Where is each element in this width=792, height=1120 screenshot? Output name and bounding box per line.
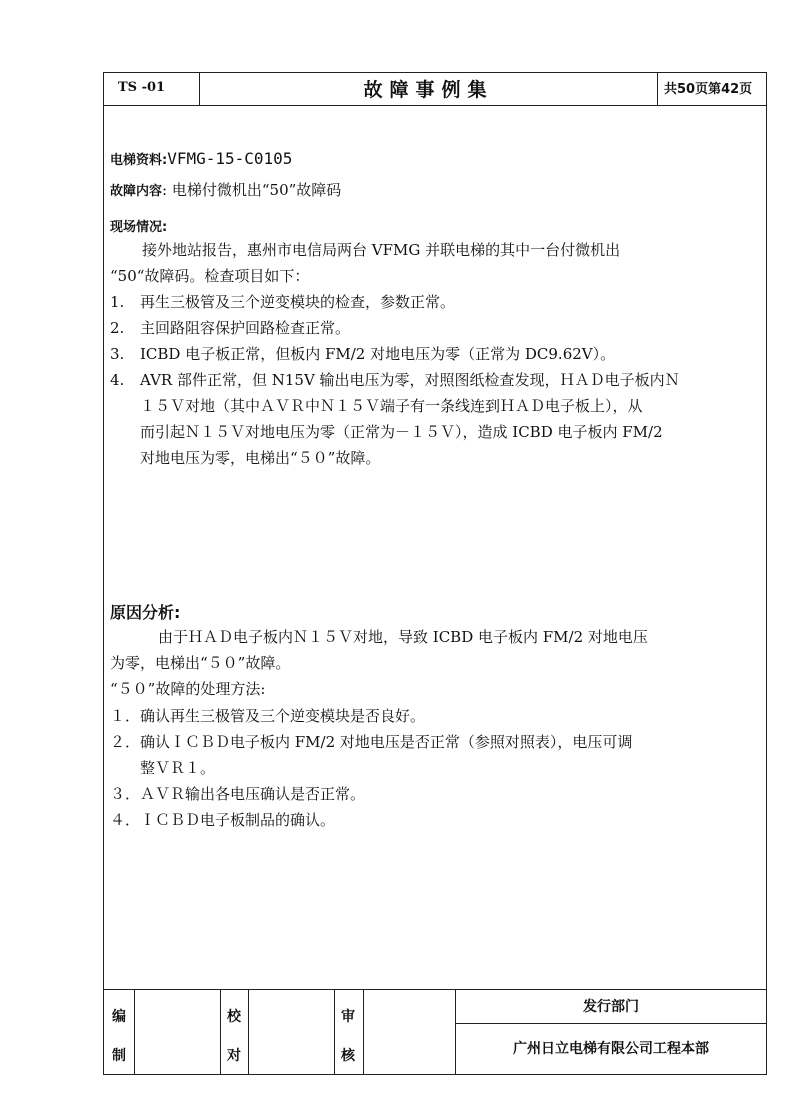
fault-line [110, 177, 341, 205]
fault-colon: : [162, 181, 168, 199]
item-number: 2. [110, 319, 125, 337]
list-item [110, 289, 760, 315]
item-text: 确认再生三极管及三个逆变模块是否良好。 [140, 707, 426, 725]
situation-intro [110, 237, 620, 289]
situation-label: 现场情况: [110, 220, 168, 235]
situation-intro-line: 接外地站报告，惠州市电信局两台 VFMG 并联电梯的其中一台付微机出 [142, 241, 621, 259]
edit-label-bottom: 制 [112, 1048, 126, 1064]
list-item [110, 315, 760, 341]
method-title: “５０”故障的处理方法: [110, 680, 266, 698]
edit-label-cell [104, 990, 135, 1075]
item-number: １． [110, 707, 141, 725]
doc-title: 故障事例集 [200, 73, 658, 105]
item-number: 4. [110, 371, 125, 389]
elevator-model: VFMG-15-C0105 [167, 149, 293, 168]
item-number: ２． [110, 733, 141, 751]
item-text: 再生三极管及三个逆变模块的检查，参数正常。 [140, 293, 456, 311]
list-item [110, 807, 760, 833]
elevator-label: 电梯资料: [110, 153, 168, 168]
fault-label: 故障内容 [110, 184, 163, 199]
checker-signature-cell [249, 990, 335, 1075]
fault-text: 电梯付微机出“50”故障码 [171, 181, 342, 199]
signature-row [104, 989, 766, 1075]
item-text: １５Ｖ对地（其中ＡＶＲ中Ｎ１５Ｖ端子有一条线连到ＨＡＤ电子板上），从 [140, 397, 643, 415]
situation-intro-line: “50“故障码。检查项目如下： [110, 267, 310, 285]
review-label-bottom: 核 [341, 1048, 355, 1064]
page-info: 共50页第42页 [664, 82, 753, 97]
analysis-line: 为零，电梯出“５０”故障。 [110, 654, 291, 672]
header-row [104, 73, 766, 106]
list-item [110, 781, 760, 807]
item-number: ４． [110, 811, 141, 829]
content-area [104, 105, 766, 989]
list-item [110, 703, 760, 729]
analysis-label: 原因分析: [110, 603, 181, 622]
review-label-cell [335, 990, 364, 1075]
edit-label-top: 编 [112, 1009, 126, 1025]
item-number: ３． [110, 785, 141, 803]
check-label-bottom: 对 [227, 1048, 241, 1064]
item-text: ICBD 电子板正常，但板内 FM/2 对地电压为零（正常为 DC9.62V）。 [140, 345, 616, 363]
analysis-heading [110, 599, 180, 627]
list-item [110, 367, 760, 471]
item-number: 3. [110, 345, 125, 363]
item-text: ＩＣＢＤ电子板制品的确认。 [140, 811, 336, 829]
issuer-label: 发行部门 [456, 990, 766, 1024]
item-text: ＡＶＲ输出各电压确认是否正常。 [140, 785, 366, 803]
item-text: 整ＶＲ１。 [140, 759, 216, 777]
item-text: 而引起Ｎ１５Ｖ对地电压为零（正常为－１５Ｖ），造成 ICBD 电子板内 FM/2 [140, 423, 663, 441]
item-text: AVR 部件正常，但 N15V 输出电压为零，对照图纸检查发现，ＨＡＤ电子板内Ｎ [140, 371, 680, 389]
document-frame [103, 72, 767, 1075]
list-item [110, 729, 760, 781]
doc-code: TS -01 [104, 73, 200, 105]
list-item [110, 341, 760, 367]
issuer-name: 广州日立电梯有限公司工程本部 [513, 1041, 709, 1057]
analysis-paragraph [110, 624, 648, 702]
item-text: 主回路阻容保护回路检查正常。 [140, 319, 351, 337]
editor-signature-cell [135, 990, 221, 1075]
check-label-cell [221, 990, 249, 1075]
review-label-top: 审 [341, 1009, 355, 1025]
elevator-info-line [110, 145, 292, 174]
item-number: 1. [110, 293, 125, 311]
item-text: 对地电压为零，电梯出“５０”故障。 [140, 449, 381, 467]
item-text: 确认ＩＣＢＤ电子板内 FM/2 对地电压是否正常（参照对照表），电压可调 [140, 733, 633, 751]
check-label-top: 校 [227, 1009, 241, 1025]
reviewer-signature-cell [364, 990, 456, 1075]
analysis-line: 由于ＨＡＤ电子板内Ｎ１５Ｖ对地，导致 ICBD 电子板内 FM/2 对地电压 [158, 628, 648, 646]
issuer-cell [456, 990, 766, 1075]
